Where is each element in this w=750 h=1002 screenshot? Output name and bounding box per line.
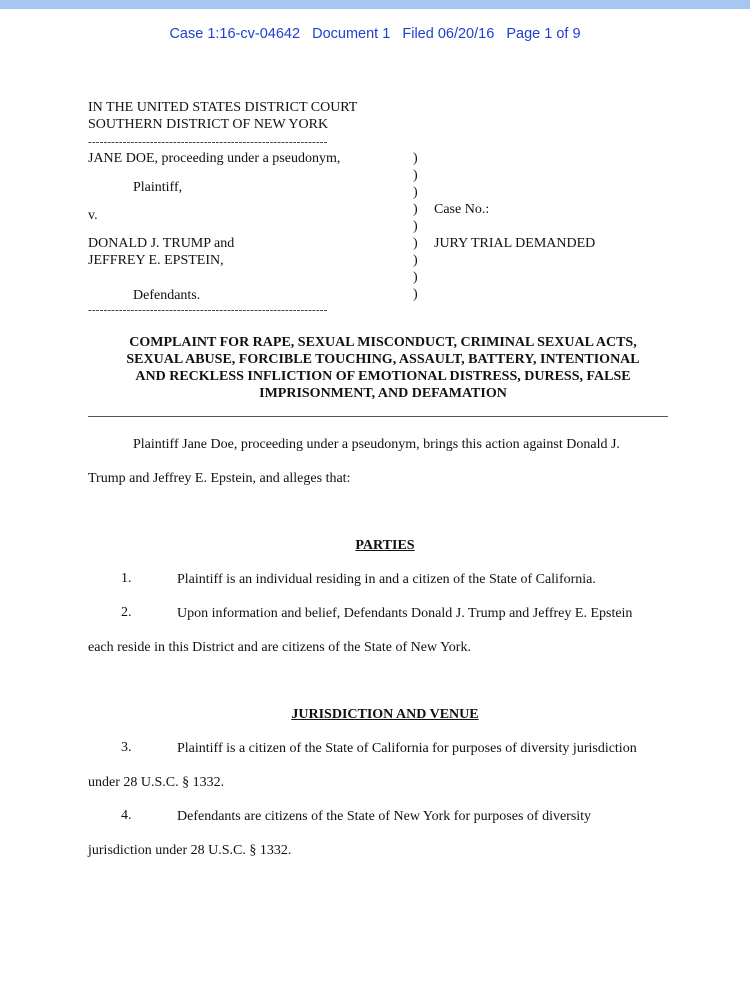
defendant-line1: DONALD J. TRUMP and [88, 236, 235, 251]
caption-paren: ) [413, 219, 418, 234]
section-heading-parties: PARTIES [355, 538, 415, 553]
paragraph-3-line1: Plaintiff is a citizen of the State of California for purposes of diversity jurisdiction [177, 741, 637, 756]
paragraph-4-line1: Defendants are citizens of the State of New York for purposes of diversity [177, 809, 592, 824]
viewer-top-bar [0, 0, 750, 9]
plaintiff-name: JANE DOE, proceeding under a pseudonym, [88, 151, 341, 166]
paragraph-1-text: Plaintiff is an individual residing in and a citizen of the State of California. [177, 572, 596, 587]
intro-line2: Trump and Jeffrey E. Epstein, and alleges that: [88, 471, 351, 486]
court-name-line2: SOUTHERN DISTRICT OF NEW YORK [88, 117, 329, 132]
caption-paren: ) [413, 168, 418, 183]
paragraph-number: 4. [121, 808, 132, 823]
paragraph-3-line2: under 28 U.S.C. § 1332. [88, 775, 225, 790]
paragraph-4-line2: jurisdiction under 28 U.S.C. § 1332. [88, 843, 292, 858]
plaintiff-role: Plaintiff, [133, 180, 183, 195]
caption-paren: ) [413, 151, 418, 166]
caption-paren: ) [413, 270, 418, 285]
complaint-title-line1: COMPLAINT FOR RAPE, SEXUAL MISCONDUCT, CRIMINAL SEXUAL ACTS, [129, 335, 637, 350]
defendant-line2: JEFFREY E. EPSTEIN, [88, 253, 224, 268]
caption-paren: ) [413, 202, 418, 217]
paragraph-number: 2. [121, 605, 132, 620]
court-name-line1: IN THE UNITED STATES DISTRICT COURT [88, 100, 358, 115]
caption-paren: ) [413, 185, 418, 200]
caption-bottom-divider: -------------------------------------------------------------- [88, 304, 328, 316]
jury-trial-demand: JURY TRIAL DEMANDED [434, 236, 596, 251]
complaint-title [88, 334, 678, 402]
paragraph-number: 3. [121, 740, 132, 755]
case-number-label: Case No.: [434, 202, 490, 217]
caption-top-divider: -------------------------------------------------------------- [88, 136, 328, 148]
filing-stamp-header: Case 1:16-cv-04642 Document 1 Filed 06/20/16 Page 1 of 9 [169, 26, 581, 42]
paragraph-2-line1: Upon information and belief, Defendants Donald J. Trump and Jeffrey E. Epstein [177, 606, 633, 621]
title-divider [88, 416, 668, 417]
caption-paren: ) [413, 236, 418, 251]
defendant-role: Defendants. [133, 288, 201, 303]
intro-line1: Plaintiff Jane Doe, proceeding under a pseudonym, brings this action against Donald J. [133, 437, 620, 452]
versus: v. [88, 208, 98, 223]
complaint-title-line2: SEXUAL ABUSE, FORCIBLE TOUCHING, ASSAULT, BATTERY, INTENTIONAL [126, 352, 640, 367]
paragraph-2-line2: each reside in this District and are citizens of the State of New York. [88, 640, 471, 655]
section-heading-jurisdiction: JURISDICTION AND VENUE [291, 707, 479, 722]
complaint-title-line4: IMPRISONMENT, AND DEFAMATION [259, 386, 507, 401]
caption-paren: ) [413, 287, 418, 302]
complaint-title-line3: AND RECKLESS INFLICTION OF EMOTIONAL DISTRESS, DURESS, FALSE [135, 369, 631, 384]
caption-paren: ) [413, 253, 418, 268]
paragraph-number: 1. [121, 571, 132, 586]
